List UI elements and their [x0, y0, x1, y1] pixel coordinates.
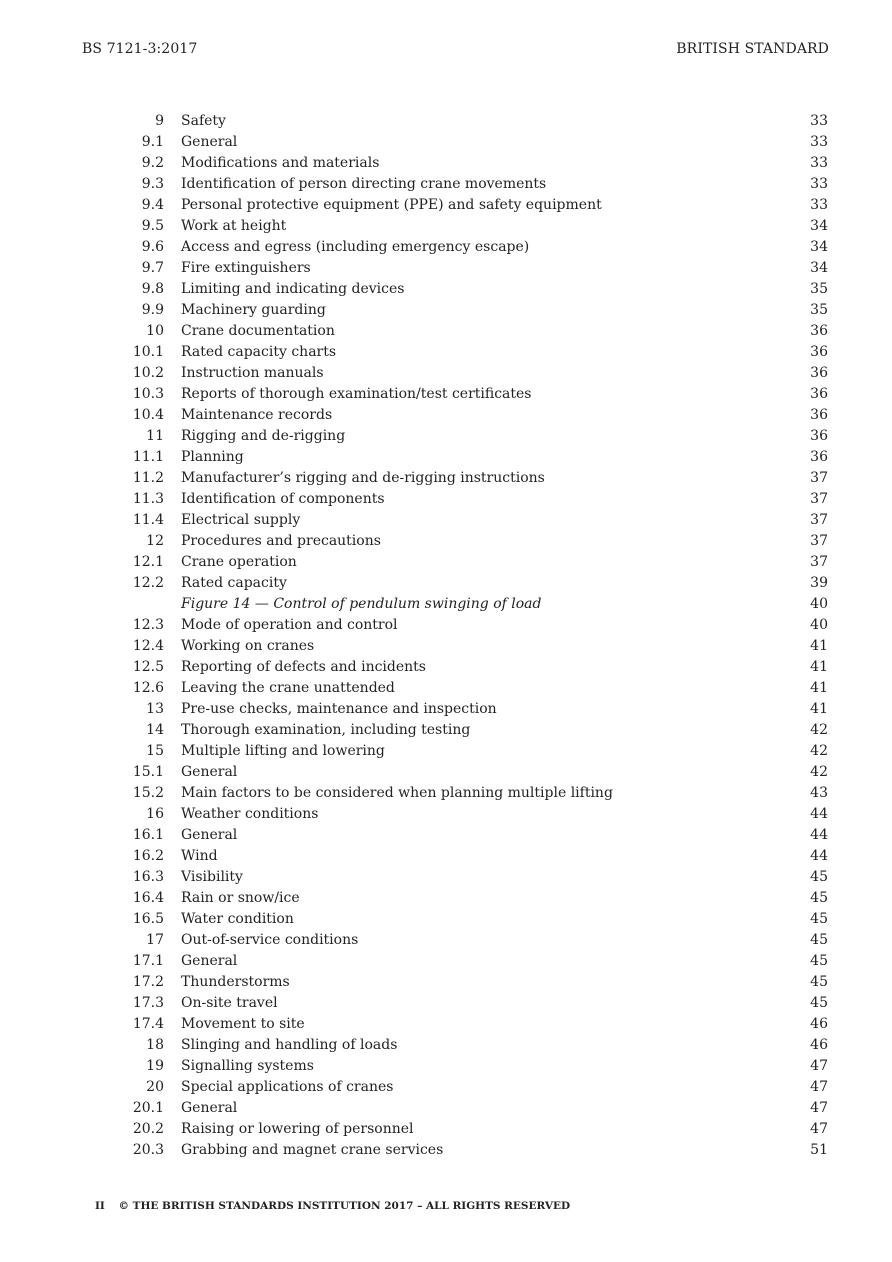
- toc-entry-title: General: [181, 764, 238, 780]
- toc-entry-number: 16.3: [132, 869, 164, 885]
- toc-entry-title: Leaving the crane unattended: [181, 680, 395, 696]
- toc-entry-page: 35: [810, 302, 828, 318]
- toc-entry-page: 45: [810, 995, 828, 1011]
- toc-entry[interactable]: [100, 993, 828, 1014]
- toc-entry-title: General: [181, 953, 238, 969]
- toc-entry[interactable]: [100, 426, 828, 447]
- toc-entry[interactable]: [100, 237, 828, 258]
- toc-entry[interactable]: [100, 384, 828, 405]
- toc-entry-number: 9.3: [141, 176, 164, 192]
- toc-entry-page: 37: [810, 470, 828, 486]
- toc-entry-title: Visibility: [181, 869, 243, 885]
- toc-entry[interactable]: [100, 909, 828, 930]
- toc-entry-number: 9.5: [141, 218, 164, 234]
- toc-entry-number: 9.1: [141, 134, 164, 150]
- toc-entry[interactable]: [100, 867, 828, 888]
- toc-entry-title: Procedures and precautions: [181, 533, 381, 549]
- toc-entry-page: 36: [810, 449, 828, 465]
- copyright-notice: © THE BRITISH STANDARDS INSTITUTION 2017 – ALL RIGHTS RESERVED: [118, 1200, 571, 1212]
- toc-entry-number: 10: [146, 323, 164, 339]
- table-of-contents: [100, 111, 828, 1161]
- toc-entry-title: Weather conditions: [181, 806, 319, 822]
- toc-entry-title: Fire extinguishers: [181, 260, 311, 276]
- toc-entry[interactable]: [100, 615, 828, 636]
- toc-entry-title: Safety: [181, 113, 226, 129]
- running-header-publisher: BRITISH STANDARD: [676, 41, 829, 57]
- toc-entry-title: Multiple lifting and lowering: [181, 743, 385, 759]
- toc-entry[interactable]: [100, 594, 828, 615]
- toc-entry-title: Modifications and materials: [181, 155, 380, 171]
- toc-entry-number: 9.4: [141, 197, 164, 213]
- toc-entry-number: 20.3: [132, 1142, 164, 1158]
- toc-entry-page: 33: [810, 155, 828, 171]
- toc-entry-number: 16.2: [132, 848, 164, 864]
- toc-entry[interactable]: [100, 573, 828, 594]
- toc-entry-number: 17.3: [132, 995, 164, 1011]
- toc-entry-title: Rated capacity: [181, 575, 287, 591]
- toc-entry-page: 51: [810, 1142, 828, 1158]
- toc-entry[interactable]: [100, 111, 828, 132]
- toc-entry[interactable]: [100, 699, 828, 720]
- toc-entry[interactable]: [100, 489, 828, 510]
- toc-entry-title: Slinging and handling of loads: [181, 1037, 398, 1053]
- toc-entry-number: 16: [146, 806, 164, 822]
- toc-entry[interactable]: [100, 762, 828, 783]
- toc-entry-title: Working on cranes: [181, 638, 315, 654]
- toc-entry-number: 10.2: [132, 365, 164, 381]
- toc-entry-number: 12.2: [132, 575, 164, 591]
- toc-entry-page: 42: [810, 722, 828, 738]
- toc-entry-page: 45: [810, 974, 828, 990]
- toc-entry-title: Main factors to be considered when planning multiple lifting: [181, 785, 613, 801]
- toc-entry[interactable]: [100, 468, 828, 489]
- toc-entry-title: Access and egress (including emergency escape): [181, 239, 530, 255]
- toc-entry-page: 37: [810, 512, 828, 528]
- toc-entry-page: 36: [810, 344, 828, 360]
- toc-entry[interactable]: [100, 300, 828, 321]
- toc-entry-page: 42: [810, 764, 828, 780]
- toc-entry-page: 33: [810, 113, 828, 129]
- toc-entry[interactable]: [100, 846, 828, 867]
- toc-entry-number: 12.4: [132, 638, 164, 654]
- toc-entry-number: 14: [146, 722, 164, 738]
- toc-entry[interactable]: [100, 321, 828, 342]
- toc-entry[interactable]: [100, 678, 828, 699]
- toc-entry-title: Signalling systems: [181, 1058, 314, 1074]
- toc-entry-number: 19: [146, 1058, 164, 1074]
- toc-entry-title: Grabbing and magnet crane services: [181, 1142, 444, 1158]
- toc-entry-title: Work at height: [181, 218, 287, 234]
- toc-entry[interactable]: [100, 1119, 828, 1140]
- toc-entry-number: 15: [146, 743, 164, 759]
- toc-entry-page: 37: [810, 533, 828, 549]
- toc-entry[interactable]: [100, 279, 828, 300]
- toc-entry-number: 12.5: [132, 659, 164, 675]
- toc-entry-number: 17.4: [132, 1016, 164, 1032]
- toc-entry-number: 17.1: [132, 953, 164, 969]
- toc-entry-title: General: [181, 827, 238, 843]
- toc-entry[interactable]: [100, 174, 828, 195]
- toc-entry[interactable]: [100, 930, 828, 951]
- toc-entry-title: Crane documentation: [181, 323, 335, 339]
- toc-entry[interactable]: [100, 1077, 828, 1098]
- toc-entry-page: 39: [810, 575, 828, 591]
- toc-entry-title: Pre-use checks, maintenance and inspection: [181, 701, 497, 717]
- toc-entry-title: Raising or lowering of personnel: [181, 1121, 414, 1137]
- toc-entry-number: 16.5: [132, 911, 164, 927]
- toc-entry[interactable]: [100, 804, 828, 825]
- toc-entry-page: 45: [810, 953, 828, 969]
- toc-entry[interactable]: [100, 972, 828, 993]
- toc-entry-page: 46: [810, 1016, 828, 1032]
- toc-entry-title: Electrical supply: [181, 512, 301, 528]
- toc-entry-page: 37: [810, 554, 828, 570]
- toc-entry-page: 44: [810, 806, 828, 822]
- toc-entry-number: 11.4: [132, 512, 164, 528]
- toc-entry-title: Crane operation: [181, 554, 297, 570]
- toc-entry-number: 17: [146, 932, 164, 948]
- toc-entry-number: 18: [146, 1037, 164, 1053]
- toc-entry-number: 11.1: [132, 449, 164, 465]
- toc-entry-number: 10.3: [132, 386, 164, 402]
- toc-entry-page: 45: [810, 911, 828, 927]
- toc-entry[interactable]: [100, 132, 828, 153]
- page-folio: II: [95, 1200, 105, 1212]
- toc-entry-page: 41: [810, 680, 828, 696]
- toc-entry-page: 45: [810, 932, 828, 948]
- toc-entry-number: 17.2: [132, 974, 164, 990]
- toc-entry-page: 35: [810, 281, 828, 297]
- toc-entry-title: Planning: [181, 449, 244, 465]
- toc-entry[interactable]: [100, 1140, 828, 1161]
- toc-entry-page: 44: [810, 848, 828, 864]
- toc-entry[interactable]: [100, 531, 828, 552]
- toc-entry-page: 34: [810, 260, 828, 276]
- toc-entry-page: 41: [810, 701, 828, 717]
- toc-entry-title: Rigging and de-rigging: [181, 428, 346, 444]
- toc-entry-page: 47: [810, 1058, 828, 1074]
- toc-entry-page: 36: [810, 407, 828, 423]
- toc-entry[interactable]: [100, 636, 828, 657]
- toc-entry[interactable]: [100, 552, 828, 573]
- toc-entry-page: 33: [810, 197, 828, 213]
- toc-entry-title: Identification of person directing crane movements: [181, 176, 547, 192]
- toc-entry[interactable]: [100, 783, 828, 804]
- toc-entry-page: 36: [810, 365, 828, 381]
- toc-entry-title: Rain or snow/ice: [181, 890, 300, 906]
- toc-entry-number: 12.6: [132, 680, 164, 696]
- toc-entry-number: 11.2: [132, 470, 164, 486]
- toc-entry-number: 9.6: [141, 239, 164, 255]
- toc-entry[interactable]: [100, 888, 828, 909]
- toc-entry[interactable]: [100, 216, 828, 237]
- toc-entry-page: 44: [810, 827, 828, 843]
- toc-entry[interactable]: [100, 342, 828, 363]
- toc-entry-page: 36: [810, 386, 828, 402]
- toc-entry-title: Maintenance records: [181, 407, 333, 423]
- toc-entry-page: 46: [810, 1037, 828, 1053]
- toc-entry-title: Thorough examination, including testing: [181, 722, 471, 738]
- toc-entry-number: 11.3: [132, 491, 164, 507]
- toc-entry-title: Mode of operation and control: [181, 617, 398, 633]
- toc-entry-page: 47: [810, 1079, 828, 1095]
- toc-entry-page: 36: [810, 428, 828, 444]
- toc-entry-page: 33: [810, 176, 828, 192]
- toc-entry-page: 41: [810, 638, 828, 654]
- toc-entry-title: Water condition: [181, 911, 294, 927]
- toc-entry-title: Thunderstorms: [181, 974, 290, 990]
- toc-entry-number: 9.9: [141, 302, 164, 318]
- toc-entry-title: Identification of components: [181, 491, 385, 507]
- page-footer: [95, 1200, 570, 1212]
- toc-entry[interactable]: [100, 1056, 828, 1077]
- toc-entry[interactable]: [100, 363, 828, 384]
- toc-entry-title: Personal protective equipment (PPE) and safety equipment: [181, 197, 602, 213]
- toc-entry-number: 15.2: [132, 785, 164, 801]
- toc-entry-number: 20.2: [132, 1121, 164, 1137]
- toc-entry-title: Instruction manuals: [181, 365, 324, 381]
- toc-entry-number: 9.2: [141, 155, 164, 171]
- toc-entry-number: 9.7: [141, 260, 164, 276]
- toc-entry[interactable]: [100, 510, 828, 531]
- toc-entry-title: Machinery guarding: [181, 302, 326, 318]
- toc-entry-title: On-site travel: [181, 995, 278, 1011]
- toc-entry[interactable]: [100, 825, 828, 846]
- toc-entry[interactable]: [100, 1035, 828, 1056]
- toc-entry-number: 12.1: [132, 554, 164, 570]
- toc-figure-title: Figure 14 — Control of pendulum swinging of load: [181, 596, 542, 612]
- toc-entry[interactable]: [100, 195, 828, 216]
- toc-entry-number: 20.1: [132, 1100, 164, 1116]
- toc-entry-number: 16.1: [132, 827, 164, 843]
- toc-entry-title: General: [181, 134, 238, 150]
- toc-entry-page: 41: [810, 659, 828, 675]
- toc-entry[interactable]: [100, 405, 828, 426]
- toc-entry[interactable]: [100, 1014, 828, 1035]
- toc-entry-number: 11: [146, 428, 164, 444]
- toc-entry-page: 40: [810, 617, 828, 633]
- toc-entry-page: 36: [810, 323, 828, 339]
- toc-entry-number: 20: [146, 1079, 164, 1095]
- toc-entry-title: Rated capacity charts: [181, 344, 337, 360]
- toc-entry-title: Reporting of defects and incidents: [181, 659, 426, 675]
- toc-entry-title: Special applications of cranes: [181, 1079, 394, 1095]
- toc-entry[interactable]: [100, 951, 828, 972]
- toc-entry-title: Limiting and indicating devices: [181, 281, 405, 297]
- toc-entry[interactable]: [100, 447, 828, 468]
- toc-entry-page: 40: [810, 596, 828, 612]
- toc-entry-page: 37: [810, 491, 828, 507]
- toc-entry[interactable]: [100, 720, 828, 741]
- toc-entry-number: 16.4: [132, 890, 164, 906]
- toc-entry-number: 13: [146, 701, 164, 717]
- toc-entry-page: 34: [810, 239, 828, 255]
- toc-entry[interactable]: [100, 741, 828, 762]
- toc-entry-title: Reports of thorough examination/test certificates: [181, 386, 532, 402]
- toc-entry-title: Out-of-service conditions: [181, 932, 359, 948]
- toc-entry-page: 43: [810, 785, 828, 801]
- toc-entry-number: 15.1: [132, 764, 164, 780]
- toc-entry-title: Manufacturer’s rigging and de-rigging instructions: [181, 470, 545, 486]
- toc-entry-title: Movement to site: [181, 1016, 305, 1032]
- toc-entry-page: 34: [810, 218, 828, 234]
- toc-entry-page: 47: [810, 1121, 828, 1137]
- toc-entry[interactable]: [100, 258, 828, 279]
- toc-entry-number: 10.4: [132, 407, 164, 423]
- toc-entry-page: 42: [810, 743, 828, 759]
- toc-entry-page: 45: [810, 890, 828, 906]
- toc-entry[interactable]: [100, 153, 828, 174]
- toc-entry[interactable]: [100, 657, 828, 678]
- toc-entry-number: 12.3: [132, 617, 164, 633]
- toc-entry-number: 9: [155, 113, 164, 129]
- toc-entry[interactable]: [100, 1098, 828, 1119]
- toc-entry-page: 33: [810, 134, 828, 150]
- toc-entry-page: 45: [810, 869, 828, 885]
- running-header-standard-number: BS 7121-3:2017: [82, 41, 198, 57]
- toc-entry-page: 47: [810, 1100, 828, 1116]
- toc-entry-number: 12: [146, 533, 164, 549]
- toc-entry-title: Wind: [181, 848, 218, 864]
- toc-entry-title: General: [181, 1100, 238, 1116]
- toc-entry-number: 9.8: [141, 281, 164, 297]
- toc-entry-number: 10.1: [132, 344, 164, 360]
